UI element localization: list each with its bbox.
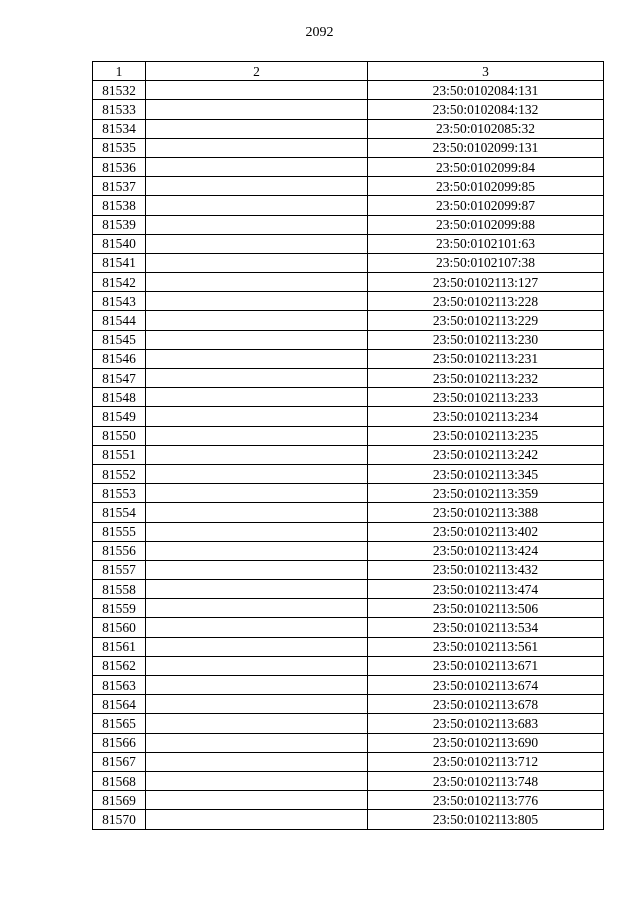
table-row (93, 215, 604, 234)
row-empty-cell (146, 388, 368, 407)
row-empty-cell (146, 157, 368, 176)
table-row (93, 752, 604, 771)
cadastral-number-cell: 23:50:0102113:776 (368, 791, 604, 810)
row-empty-cell (146, 407, 368, 426)
cadastral-number-cell: 23:50:0102113:805 (368, 810, 604, 829)
row-empty-cell (146, 771, 368, 790)
row-empty-cell (146, 81, 368, 100)
row-number-cell: 81546 (93, 349, 146, 368)
cadastral-number-cell: 23:50:0102113:359 (368, 484, 604, 503)
table-row (93, 253, 604, 272)
table-row (93, 695, 604, 714)
cadastral-number-cell: 23:50:0102113:345 (368, 464, 604, 483)
cadastral-number-cell: 23:50:0102113:127 (368, 273, 604, 292)
row-empty-cell (146, 810, 368, 829)
row-empty-cell (146, 273, 368, 292)
table-row (93, 791, 604, 810)
cadastral-number-cell: 23:50:0102113:678 (368, 695, 604, 714)
row-empty-cell (146, 234, 368, 253)
row-number-cell: 81539 (93, 215, 146, 234)
table-row (93, 177, 604, 196)
row-number-cell: 81542 (93, 273, 146, 292)
table-header-row (93, 62, 604, 81)
row-number-cell: 81543 (93, 292, 146, 311)
cadastral-number-cell: 23:50:0102101:63 (368, 234, 604, 253)
row-empty-cell (146, 100, 368, 119)
table-row (93, 541, 604, 560)
cadastral-number-cell: 23:50:0102113:748 (368, 771, 604, 790)
table-row (93, 119, 604, 138)
row-number-cell: 81541 (93, 253, 146, 272)
row-empty-cell (146, 714, 368, 733)
row-number-cell: 81553 (93, 484, 146, 503)
cadastral-number-cell: 23:50:0102113:683 (368, 714, 604, 733)
row-number-cell: 81535 (93, 138, 146, 157)
row-number-cell: 81551 (93, 445, 146, 464)
row-empty-cell (146, 656, 368, 675)
table-row (93, 637, 604, 656)
table-row (93, 503, 604, 522)
row-number-cell: 81532 (93, 81, 146, 100)
row-number-cell: 81569 (93, 791, 146, 810)
cadastral-number-cell: 23:50:0102113:231 (368, 349, 604, 368)
row-number-cell: 81552 (93, 464, 146, 483)
row-empty-cell (146, 464, 368, 483)
row-empty-cell (146, 196, 368, 215)
row-empty-cell (146, 445, 368, 464)
row-empty-cell (146, 119, 368, 138)
cadastral-number-cell: 23:50:0102107:38 (368, 253, 604, 272)
row-empty-cell (146, 426, 368, 445)
table-row (93, 445, 604, 464)
row-empty-cell (146, 676, 368, 695)
table-row (93, 273, 604, 292)
cadastral-number-cell: 23:50:0102113:235 (368, 426, 604, 445)
row-number-cell: 81534 (93, 119, 146, 138)
row-empty-cell (146, 752, 368, 771)
cadastral-number-cell: 23:50:0102113:234 (368, 407, 604, 426)
row-number-cell: 81560 (93, 618, 146, 637)
row-number-cell: 81558 (93, 580, 146, 599)
row-number-cell: 81565 (93, 714, 146, 733)
row-number-cell: 81564 (93, 695, 146, 714)
row-empty-cell (146, 541, 368, 560)
row-number-cell: 81555 (93, 522, 146, 541)
table-body (93, 81, 604, 829)
cadastral-number-cell: 23:50:0102113:690 (368, 733, 604, 752)
table-row (93, 522, 604, 541)
row-number-cell: 81540 (93, 234, 146, 253)
cadastral-number-cell: 23:50:0102113:712 (368, 752, 604, 771)
column-header-2: 2 (146, 62, 368, 81)
cadastral-number-cell: 23:50:0102113:474 (368, 580, 604, 599)
cadastral-number-cell: 23:50:0102113:674 (368, 676, 604, 695)
table-row (93, 157, 604, 176)
row-empty-cell (146, 349, 368, 368)
table-row (93, 234, 604, 253)
column-header-1: 1 (93, 62, 146, 81)
row-number-cell: 81538 (93, 196, 146, 215)
row-empty-cell (146, 791, 368, 810)
table-row (93, 407, 604, 426)
row-number-cell: 81561 (93, 637, 146, 656)
table-row (93, 369, 604, 388)
row-empty-cell (146, 637, 368, 656)
table-row (93, 771, 604, 790)
table-row (93, 656, 604, 675)
cadastral-number-cell: 23:50:0102099:131 (368, 138, 604, 157)
cadastral-number-cell: 23:50:0102099:85 (368, 177, 604, 196)
table-row (93, 484, 604, 503)
cadastral-number-cell: 23:50:0102113:242 (368, 445, 604, 464)
cadastral-number-cell: 23:50:0102113:402 (368, 522, 604, 541)
page-number: 2092 (305, 25, 334, 40)
row-number-cell: 81566 (93, 733, 146, 752)
table-row (93, 349, 604, 368)
table-row (93, 599, 604, 618)
table-row (93, 81, 604, 100)
table-row (93, 292, 604, 311)
row-number-cell: 81533 (93, 100, 146, 119)
row-number-cell: 81567 (93, 752, 146, 771)
row-empty-cell (146, 503, 368, 522)
table-row (93, 388, 604, 407)
row-number-cell: 81549 (93, 407, 146, 426)
row-number-cell: 81547 (93, 369, 146, 388)
row-number-cell: 81550 (93, 426, 146, 445)
cadastral-number-cell: 23:50:0102099:87 (368, 196, 604, 215)
row-empty-cell (146, 599, 368, 618)
cadastral-number-cell: 23:50:0102113:228 (368, 292, 604, 311)
row-number-cell: 81544 (93, 311, 146, 330)
row-number-cell: 81563 (93, 676, 146, 695)
table-row (93, 618, 604, 637)
row-empty-cell (146, 580, 368, 599)
row-empty-cell (146, 369, 368, 388)
row-empty-cell (146, 695, 368, 714)
row-number-cell: 81559 (93, 599, 146, 618)
table-row (93, 733, 604, 752)
row-empty-cell (146, 560, 368, 579)
row-number-cell: 81536 (93, 157, 146, 176)
row-number-cell: 81557 (93, 560, 146, 579)
row-empty-cell (146, 522, 368, 541)
cadastral-number-cell: 23:50:0102099:84 (368, 157, 604, 176)
row-number-cell: 81554 (93, 503, 146, 522)
row-number-cell: 81568 (93, 771, 146, 790)
table-row (93, 464, 604, 483)
row-empty-cell (146, 311, 368, 330)
cadastral-number-cell: 23:50:0102084:132 (368, 100, 604, 119)
row-number-cell: 81548 (93, 388, 146, 407)
cadastral-number-cell: 23:50:0102113:229 (368, 311, 604, 330)
cadastral-number-cell: 23:50:0102113:232 (368, 369, 604, 388)
table-row (93, 676, 604, 695)
row-empty-cell (146, 215, 368, 234)
row-empty-cell (146, 253, 368, 272)
row-empty-cell (146, 733, 368, 752)
table-row (93, 426, 604, 445)
row-number-cell: 81570 (93, 810, 146, 829)
table-row (93, 138, 604, 157)
row-number-cell: 81556 (93, 541, 146, 560)
row-number-cell: 81562 (93, 656, 146, 675)
row-empty-cell (146, 484, 368, 503)
cadastral-number-cell: 23:50:0102084:131 (368, 81, 604, 100)
table-row (93, 560, 604, 579)
row-number-cell: 81545 (93, 330, 146, 349)
table-row (93, 196, 604, 215)
row-number-cell: 81537 (93, 177, 146, 196)
cadastral-number-cell: 23:50:0102113:671 (368, 656, 604, 675)
cadastral-number-cell: 23:50:0102085:32 (368, 119, 604, 138)
cadastral-number-cell: 23:50:0102113:388 (368, 503, 604, 522)
cadastral-number-cell: 23:50:0102099:88 (368, 215, 604, 234)
cadastral-number-cell: 23:50:0102113:561 (368, 637, 604, 656)
table-row (93, 810, 604, 829)
cadastral-number-cell: 23:50:0102113:424 (368, 541, 604, 560)
row-empty-cell (146, 138, 368, 157)
table-row (93, 330, 604, 349)
cadastral-number-cell: 23:50:0102113:432 (368, 560, 604, 579)
row-empty-cell (146, 177, 368, 196)
table-row (93, 714, 604, 733)
row-empty-cell (146, 618, 368, 637)
row-empty-cell (146, 330, 368, 349)
row-empty-cell (146, 292, 368, 311)
table-row (93, 311, 604, 330)
column-header-3: 3 (368, 62, 604, 81)
table-row (93, 100, 604, 119)
table-row (93, 580, 604, 599)
cadastral-number-cell: 23:50:0102113:233 (368, 388, 604, 407)
cadastral-number-cell: 23:50:0102113:534 (368, 618, 604, 637)
registry-table (92, 61, 604, 830)
cadastral-number-cell: 23:50:0102113:506 (368, 599, 604, 618)
cadastral-number-cell: 23:50:0102113:230 (368, 330, 604, 349)
